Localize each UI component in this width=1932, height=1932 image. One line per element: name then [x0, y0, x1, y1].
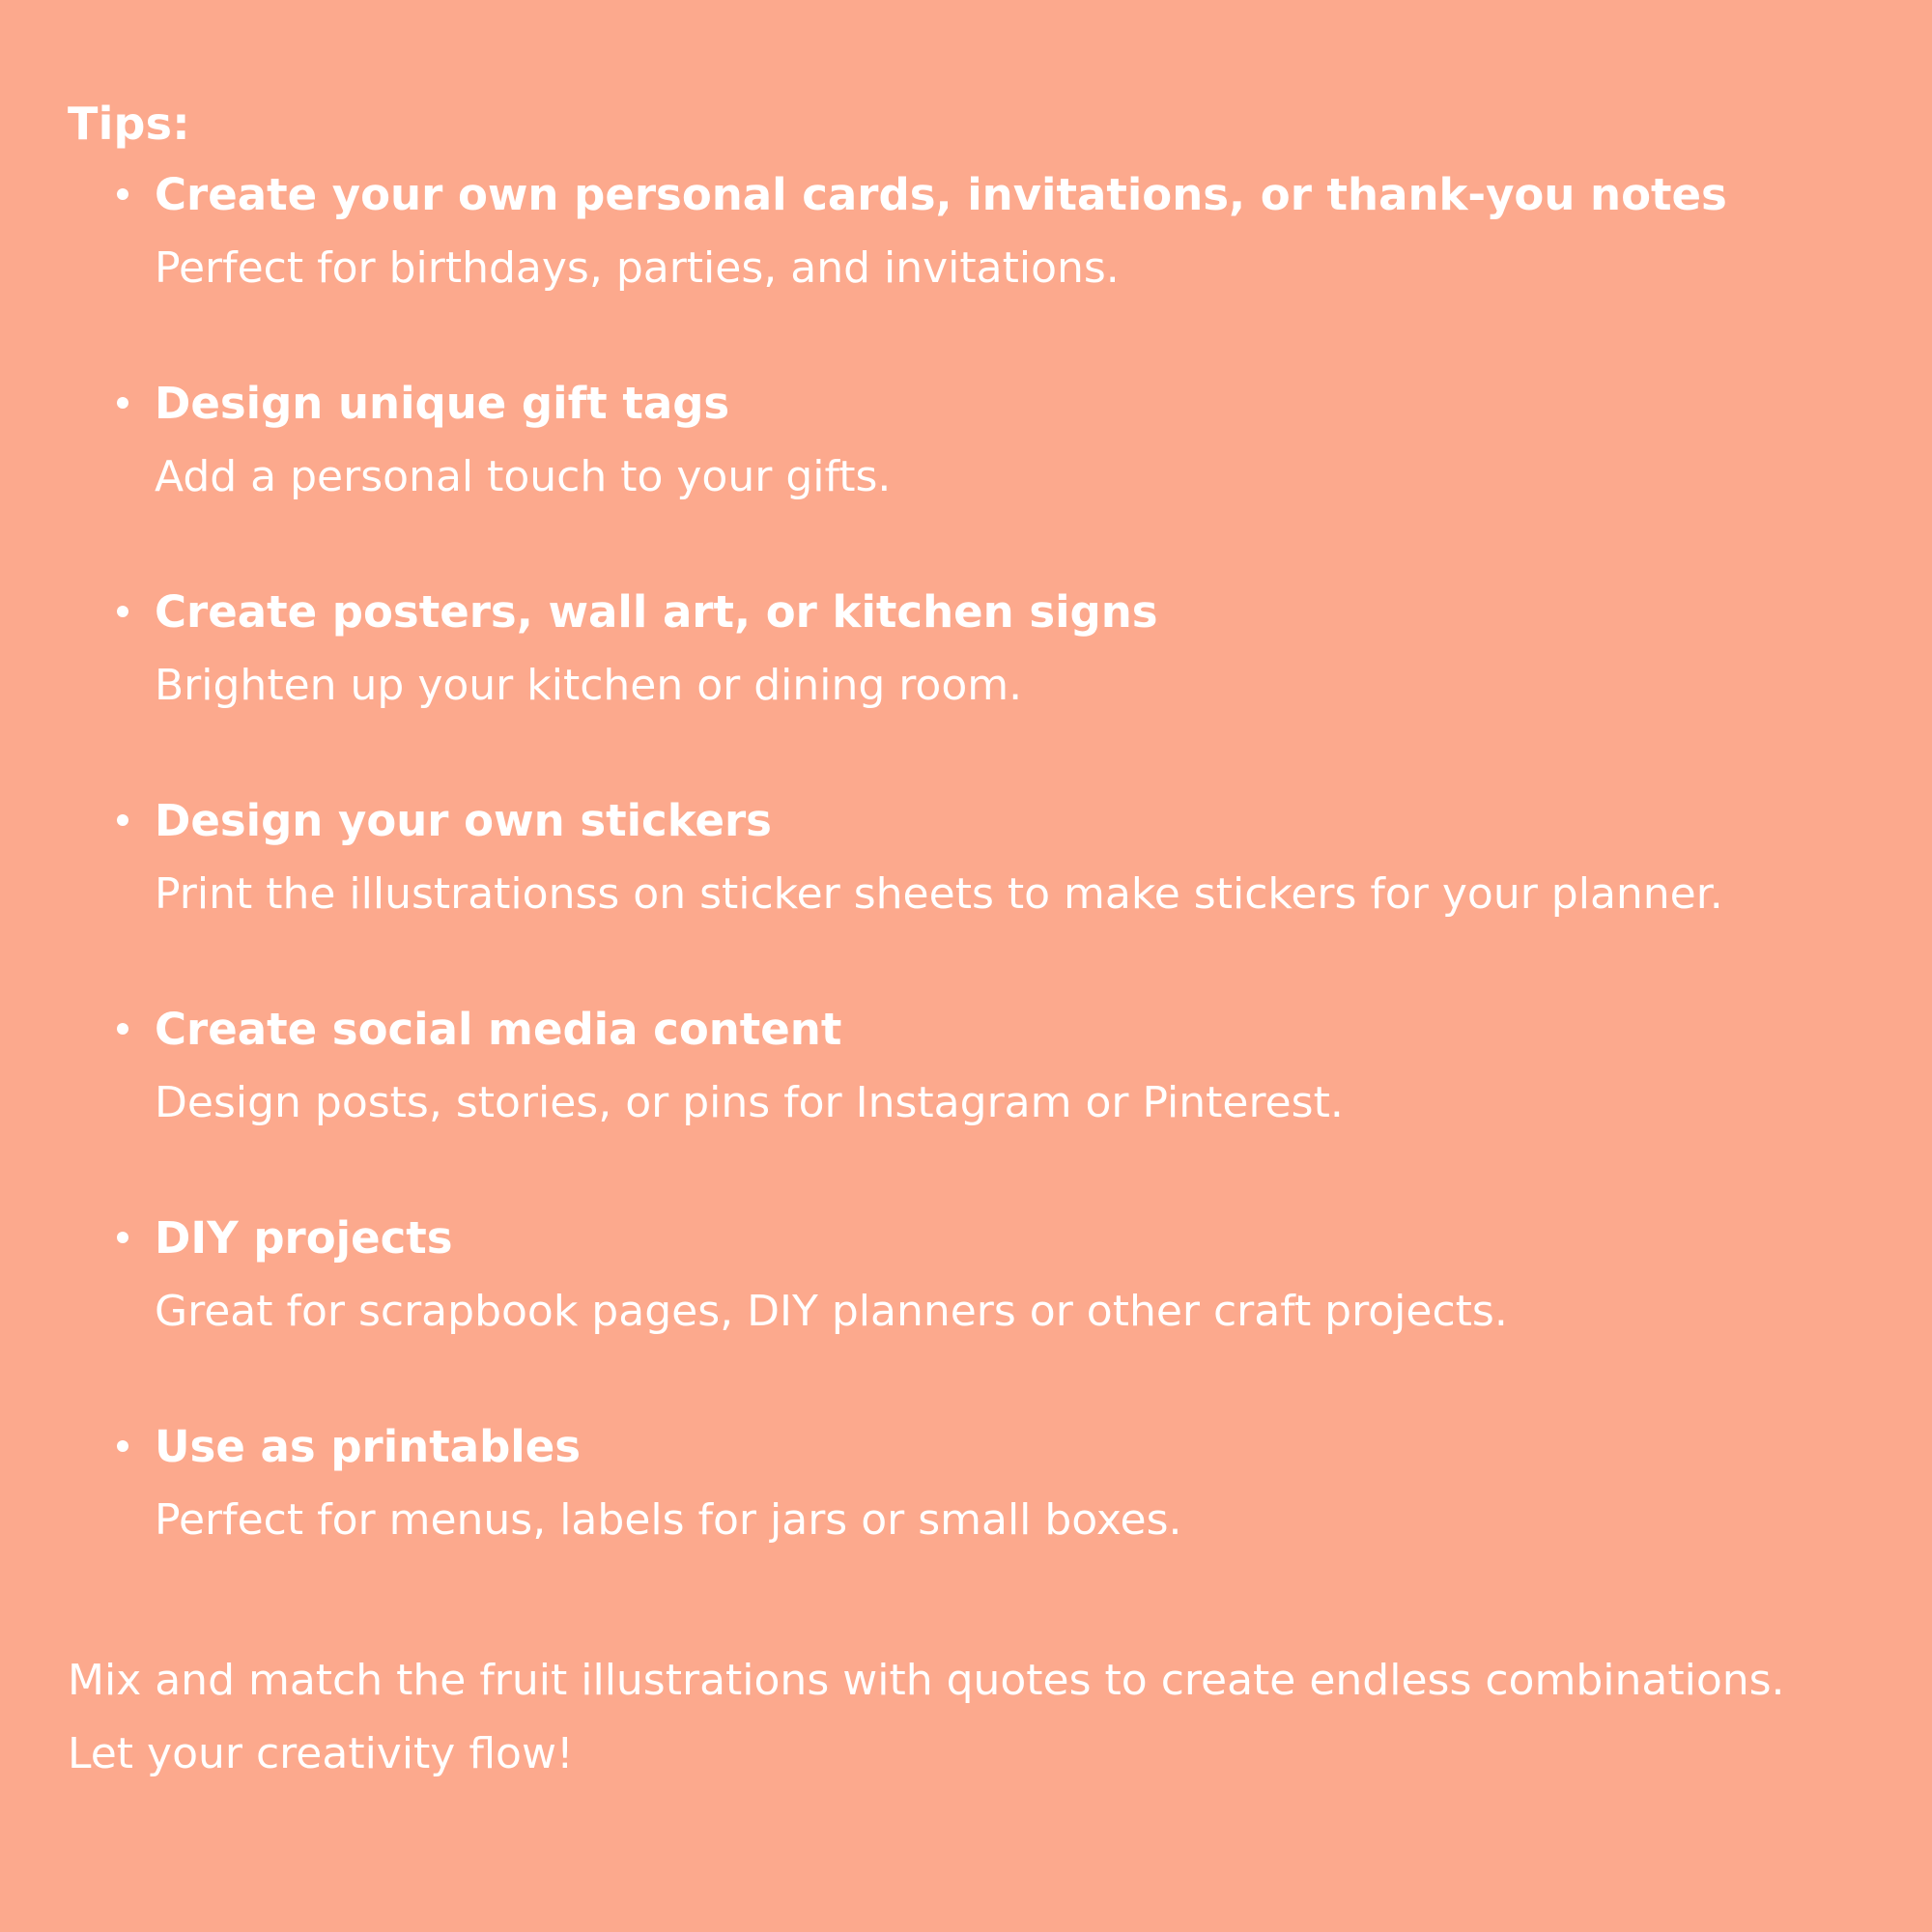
tip-title: Create social media content	[155, 1004, 842, 1055]
bullet-icon	[117, 188, 128, 200]
tip-item	[155, 999, 1874, 1134]
tips-heading: Tips:	[68, 98, 190, 150]
tips-list	[68, 164, 1874, 1551]
tip-item	[155, 790, 1874, 925]
tip-item	[155, 582, 1874, 717]
tip-description: Design posts, stories, or pins for Instagram or Pinterest.	[155, 1078, 1344, 1127]
outro-line-2: Let your creativity flow!	[68, 1729, 574, 1778]
tip-description: Perfect for menus, labels for jars or small boxes.	[155, 1495, 1182, 1545]
tip-description: Perfect for birthdays, parties, and invitations.	[155, 243, 1120, 293]
tip-item	[155, 1416, 1874, 1551]
bullet-icon	[117, 1232, 128, 1243]
tip-item	[155, 1208, 1874, 1343]
tip-title: DIY projects	[155, 1212, 453, 1264]
bullet-icon	[117, 1023, 128, 1035]
bullet-icon	[117, 1440, 128, 1452]
tip-item	[155, 373, 1874, 508]
tip-item	[155, 164, 1874, 299]
tip-description: Great for scrapbook pages, DIY planners or other craft projects.	[155, 1287, 1508, 1336]
tip-description: Brighten up your kitchen or dining room.	[155, 661, 1023, 710]
tip-title: Design unique gift tags	[155, 378, 730, 429]
tip-title: Use as printables	[155, 1421, 582, 1472]
outro-line-1: Mix and match the fruit illustrations with quotes to create endless combinations.	[68, 1656, 1785, 1705]
outro-text	[68, 1644, 1874, 1791]
tip-description: Add a personal touch to your gifts.	[155, 452, 892, 501]
bullet-icon	[117, 397, 128, 409]
tip-title: Create your own personal cards, invitations, or thank-you notes	[155, 169, 1727, 220]
tip-description: Print the illustrationss on sticker sheets to make stickers for your planner.	[155, 869, 1723, 919]
bullet-icon	[117, 606, 128, 617]
tip-title: Design your own stickers	[155, 795, 772, 846]
bullet-icon	[117, 814, 128, 826]
tip-title: Create posters, wall art, or kitchen signs	[155, 586, 1158, 638]
